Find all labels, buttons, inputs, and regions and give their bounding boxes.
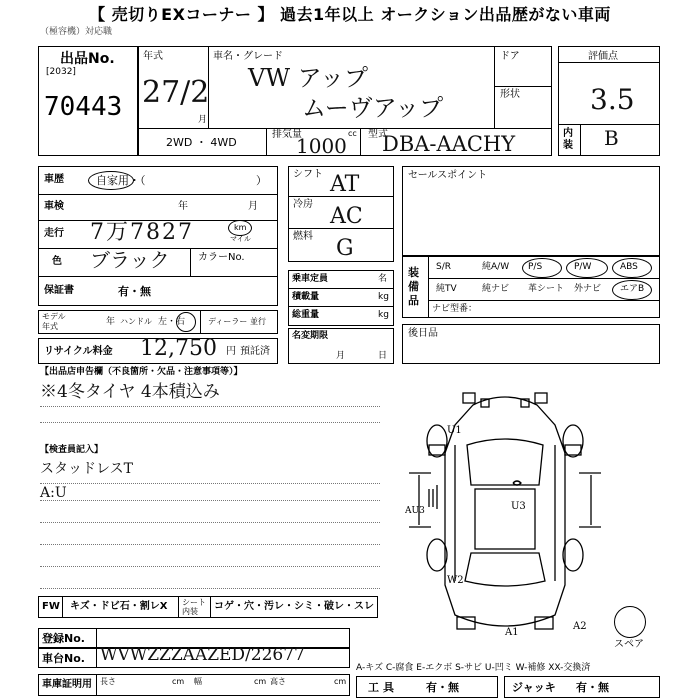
handle-label: ハンドル: [120, 317, 152, 326]
equipment-item: 外ナビ: [574, 284, 602, 294]
weight-unit: kg: [378, 310, 389, 320]
ac-label: 冷房: [293, 199, 313, 210]
later-docs-box: [402, 324, 660, 364]
displacement-unit: cc: [348, 129, 357, 138]
dealer-label: ディーラー: [208, 317, 248, 326]
lot-number: 70443: [44, 92, 123, 122]
equipment-item: 革シート: [528, 284, 565, 294]
model-label: 車名・グレード: [213, 51, 283, 62]
capacity-label: 乗車定員: [292, 274, 329, 284]
inspector-label: 【検査員記入】: [40, 445, 104, 455]
score-value: 3.5: [590, 83, 635, 116]
reg-change-label: 名変期限: [292, 331, 329, 341]
cert-length-unit: cm: [172, 677, 185, 686]
chassis-label: 車台No.: [42, 652, 85, 665]
lot-label: 出品No.: [60, 51, 115, 67]
load-label: 積載量: [292, 292, 320, 302]
navi-label: ナビ型番：: [432, 304, 478, 314]
seat-options: コゲ・穴・汚レ・シミ・破レ・スレ: [214, 601, 374, 612]
inspection-month: 月: [248, 201, 258, 212]
chassis-value: WVWZZZAAZED/22677: [100, 645, 305, 665]
equipment-item: P/S: [528, 262, 543, 272]
seat-label: シート内装: [182, 598, 206, 616]
tools-value: 有・無: [426, 681, 459, 694]
year-month-unit: 月: [198, 115, 208, 125]
fw-label: FW: [42, 601, 60, 612]
load-unit: kg: [378, 292, 389, 302]
inspector-line2: A:U: [40, 485, 67, 501]
reg-change-day: 日: [378, 351, 388, 361]
color-value: ブラック: [90, 248, 170, 272]
warranty-label: 保証書: [44, 285, 74, 296]
door-label: ドア: [500, 51, 520, 62]
shift-value: AT: [330, 172, 360, 197]
car-diagram: [405, 385, 605, 647]
shift-label: シフト: [293, 169, 323, 180]
handle-value: 左・右: [158, 317, 186, 327]
year-label: 年式: [143, 51, 163, 62]
tools-label: 工具: [368, 681, 398, 694]
mileage-value: 7万7827: [90, 220, 194, 245]
reg-change-month: 月: [336, 351, 346, 361]
weight-label: 総重量: [292, 310, 320, 320]
fuel-value: G: [336, 236, 354, 261]
score-label: 評価点: [588, 51, 618, 62]
equipment-item: 純ナビ: [482, 284, 510, 294]
diagram-mark-au3: AU3: [405, 506, 425, 516]
color-label: 色: [52, 256, 62, 267]
year-value: 27/2: [142, 75, 210, 110]
history-close: ）: [256, 174, 267, 187]
diagram-mark-a1: A1: [505, 627, 519, 638]
color-no-label: カラーNo.: [198, 252, 245, 263]
drive-options: 2WD ・ 4WD: [166, 136, 237, 149]
type-label: 型式: [368, 129, 388, 140]
cert-height-unit: cm: [334, 677, 347, 686]
dealer-notes-label: 【出品店申告欄（不良箇所・欠品・注意事項等）】: [40, 367, 243, 377]
sales-point-label: セールスポイント: [408, 170, 488, 181]
model-grade: ムーヴアップ: [302, 94, 444, 122]
diagram-mark-u3: U3: [511, 501, 526, 512]
cert-height: 高さ: [270, 677, 286, 686]
mileage-label: 走行: [44, 228, 64, 239]
shape-label: 形状: [500, 89, 520, 100]
diagram-mark-u1: U1: [447, 425, 462, 436]
fuel-label: 燃料: [293, 231, 313, 242]
capacity-unit: 名: [378, 274, 388, 284]
inspector-line1: スタッドレスT: [40, 461, 133, 477]
equipment-item: エアB: [620, 284, 645, 294]
subtitle-partial: （極容機）対応職: [40, 27, 113, 37]
dealer-notes-value: ※4冬タイヤ 4本積込み: [40, 382, 220, 402]
type-value: DBA-AACHY: [382, 132, 516, 156]
jack-value: 有・無: [576, 681, 609, 694]
damage-legend: A-キズ C-腐食 E-エクボ S-サビ U-凹ミ W-補修 XX-交換済: [356, 663, 591, 673]
cert-width: 幅: [194, 677, 202, 686]
diagram-mark-a2: A2: [573, 621, 587, 632]
displacement-label: 排気量: [272, 129, 302, 140]
certificate-label: 車庫証明用: [42, 679, 92, 690]
spare-label: スペア: [614, 639, 644, 650]
recycle-value: 12,750: [140, 336, 217, 361]
banner: 【 売切りEXコーナー 】 過去1年以上 オークション出品歴がない車両: [89, 5, 611, 24]
recycle-note: 預託済: [240, 346, 270, 357]
mileage-unit-km: km: [234, 223, 247, 232]
dealer-value: 並行: [250, 317, 266, 326]
recycle-label: リサイクル料金: [44, 346, 113, 357]
inspection-year: 年: [178, 201, 188, 212]
displacement-value: 1000: [296, 134, 347, 158]
registration-label: 登録No.: [42, 632, 85, 645]
history-value: 自家用・（: [96, 174, 146, 187]
recycle-unit: 円: [226, 346, 236, 357]
equipment-item: ABS: [620, 262, 638, 272]
inspection-label: 車検: [44, 201, 64, 212]
mileage-unit-mile: マイル: [230, 235, 251, 243]
cert-width-unit: cm: [254, 677, 267, 686]
spare-tire-icon: [614, 606, 646, 638]
history-label: 車歴: [44, 174, 64, 185]
equipment-item: 純A/W: [482, 262, 510, 272]
equipment-item: S/R: [436, 262, 451, 272]
fw-options: キズ・ドビ石・割レX: [70, 601, 168, 612]
lot-code: [2032]: [46, 67, 76, 77]
interior-value: B: [604, 126, 619, 150]
ac-value: AC: [330, 204, 363, 229]
later-docs-label: 後日品: [408, 328, 438, 339]
equipment-item: P/W: [574, 262, 592, 272]
model-name: VW アップ: [248, 64, 368, 92]
equipment-item: 純TV: [436, 284, 457, 294]
jack-label: ジャッキ: [512, 681, 556, 694]
warranty-value: 有・無: [118, 285, 151, 298]
model-year-year: 年: [106, 317, 116, 327]
cert-length: 長さ: [100, 677, 116, 686]
model-year-label: モデル年式: [42, 312, 66, 331]
diagram-mark-w2: W2: [447, 575, 464, 586]
interior-label: 内装: [563, 128, 573, 151]
equipment-label: 装備品: [408, 266, 419, 307]
